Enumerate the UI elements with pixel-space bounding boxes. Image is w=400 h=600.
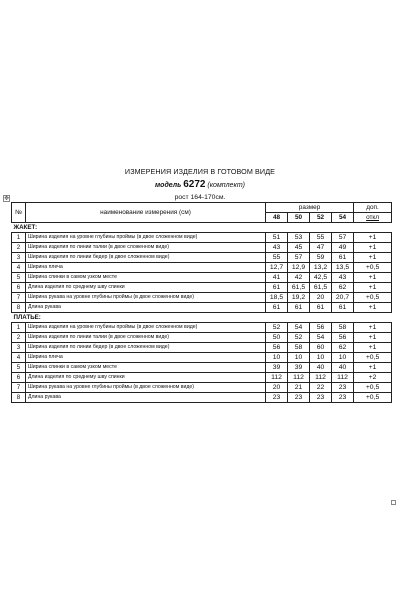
measurement-value-52: 42,5	[310, 273, 332, 283]
measurement-value-52: 22	[310, 383, 332, 393]
table-row	[12, 233, 392, 243]
measurement-name: Длина рукава	[26, 393, 266, 403]
measurement-value-48: 41	[266, 273, 288, 283]
measurement-value-52: 13,2	[310, 263, 332, 273]
size-54: 54	[332, 213, 354, 223]
measurement-value-48: 55	[266, 253, 288, 263]
measurement-value-52: 56	[310, 323, 332, 333]
measurement-name: Ширина плеча	[26, 353, 266, 363]
table-row	[12, 343, 392, 353]
row-number: 7	[12, 293, 26, 303]
tolerance-value: +1	[354, 253, 392, 263]
table-row	[12, 373, 392, 383]
table-row	[12, 303, 392, 313]
measurement-value-54: 23	[332, 393, 354, 403]
measurement-value-48: 61	[266, 303, 288, 313]
measurement-name: Длина изделия по среднему шву спинки	[26, 373, 266, 383]
measurement-value-54: 62	[332, 283, 354, 293]
table-row	[12, 353, 392, 363]
row-number: 5	[12, 363, 26, 373]
measurement-value-50: 54	[288, 323, 310, 333]
measurement-value-50: 21	[288, 383, 310, 393]
measurement-value-52: 20	[310, 293, 332, 303]
measurement-value-48: 18,5	[266, 293, 288, 303]
measurement-value-54: 43	[332, 273, 354, 283]
section-label: ПЛАТЬЕ:	[12, 313, 392, 323]
table-row	[12, 383, 392, 393]
measurement-value-50: 58	[288, 343, 310, 353]
tolerance-value: +1	[354, 283, 392, 293]
measurement-value-54: 49	[332, 243, 354, 253]
section-label: ЖАКЕТ:	[12, 223, 392, 233]
tolerance-value: +0,5	[354, 293, 392, 303]
row-number: 1	[12, 233, 26, 243]
header-size: размер	[266, 203, 354, 213]
row-number: 6	[12, 283, 26, 293]
measurement-value-54: 13,5	[332, 263, 354, 273]
model-kit: (комплект)	[207, 182, 245, 189]
measurement-value-48: 56	[266, 343, 288, 353]
measurement-value-50: 45	[288, 243, 310, 253]
tolerance-value: +1	[354, 333, 392, 343]
measurement-value-48: 112	[266, 373, 288, 383]
measurement-name: Ширина рукава на уровне глубины проймы (в двое сложенном виде)	[26, 293, 266, 303]
model-label: модель	[154, 182, 182, 189]
measurement-value-50: 23	[288, 393, 310, 403]
measurement-value-50: 52	[288, 333, 310, 343]
tolerance-value: +1	[354, 323, 392, 333]
row-number: 3	[12, 253, 26, 263]
tolerance-value: +0,5	[354, 263, 392, 273]
measurement-name: Ширина плеча	[26, 263, 266, 273]
measurement-value-52: 61,5	[310, 283, 332, 293]
measurement-value-50: 53	[288, 233, 310, 243]
measurement-value-48: 12,7	[266, 263, 288, 273]
model-line	[0, 179, 400, 190]
tolerance-value: +0,5	[354, 393, 392, 403]
header-name: наименование измерения (см)	[26, 203, 266, 223]
row-number: 4	[12, 353, 26, 363]
row-number: 7	[12, 383, 26, 393]
tolerance-value: +1	[354, 243, 392, 253]
measurement-value-52: 55	[310, 233, 332, 243]
measurement-value-50: 12,9	[288, 263, 310, 273]
measurement-name: Ширина изделия по линии бедер (в двое сложенном виде)	[26, 343, 266, 353]
measurement-value-52: 10	[310, 353, 332, 363]
table-row	[12, 263, 392, 273]
measurement-value-48: 51	[266, 233, 288, 243]
measurement-value-48: 39	[266, 363, 288, 373]
tolerance-value: +1	[354, 273, 392, 283]
measurement-name: Ширина изделия по линии бедер (в двое сложенном виде)	[26, 253, 266, 263]
resize-handle-icon[interactable]	[391, 500, 396, 505]
tolerance-value: +1	[354, 303, 392, 313]
table-row	[12, 273, 392, 283]
table-row	[12, 333, 392, 343]
section-row	[12, 313, 392, 323]
measurement-value-54: 62	[332, 343, 354, 353]
measurement-name: Ширина изделия на уровне глубины проймы (в двое сложенном виде)	[26, 233, 266, 243]
table-row	[12, 323, 392, 333]
row-number: 4	[12, 263, 26, 273]
measurement-value-48: 52	[266, 323, 288, 333]
measurement-name: Ширина изделия по линии талии (в двое сложенном виде)	[26, 243, 266, 253]
measurement-value-52: 112	[310, 373, 332, 383]
row-number: 8	[12, 303, 26, 313]
header-tolerance-1: доп.	[354, 203, 392, 213]
measurement-value-48: 20	[266, 383, 288, 393]
measurement-value-50: 10	[288, 353, 310, 363]
table-row	[12, 283, 392, 293]
measurement-name: Длина изделия по среднему шву спинки	[26, 283, 266, 293]
measurement-name: Ширина изделия на уровне глубины проймы (в двое сложенном виде)	[26, 323, 266, 333]
tolerance-value: +1	[354, 233, 392, 243]
section-row	[12, 223, 392, 233]
table-row	[12, 363, 392, 373]
measurement-value-48: 50	[266, 333, 288, 343]
tolerance-value: +0,5	[354, 353, 392, 363]
table-row	[12, 393, 392, 403]
measurement-value-52: 59	[310, 253, 332, 263]
measurement-value-54: 112	[332, 373, 354, 383]
measurement-name: Длина рукава	[26, 303, 266, 313]
size-48: 48	[266, 213, 288, 223]
measurement-value-54: 10	[332, 353, 354, 363]
move-handle-icon[interactable]: ✥	[4, 196, 10, 202]
measurements-table	[11, 202, 392, 403]
measurement-value-52: 40	[310, 363, 332, 373]
measurement-value-50: 61	[288, 303, 310, 313]
table-body	[12, 223, 392, 403]
size-52: 52	[310, 213, 332, 223]
row-number: 8	[12, 393, 26, 403]
row-number: 3	[12, 343, 26, 353]
measurement-value-52: 47	[310, 243, 332, 253]
measurement-value-50: 42	[288, 273, 310, 283]
measurement-name: Ширина спинки в самом узком месте	[26, 273, 266, 283]
height-range: рост 164-170см.	[174, 194, 226, 201]
measurement-value-54: 61	[332, 303, 354, 313]
document-title: ИЗМЕРЕНИЯ ИЗДЕЛИЯ В ГОТОВОМ ВИДЕ	[124, 167, 276, 176]
row-number: 2	[12, 333, 26, 343]
tolerance-value: +2	[354, 373, 392, 383]
measurement-value-50: 39	[288, 363, 310, 373]
measurement-value-52: 60	[310, 343, 332, 353]
measurement-name: Ширина спинки в самом узком месте	[26, 363, 266, 373]
measurement-value-50: 19,2	[288, 293, 310, 303]
size-50: 50	[288, 213, 310, 223]
measurement-value-54: 23	[332, 383, 354, 393]
tolerance-value: +1	[354, 343, 392, 353]
measurement-value-52: 54	[310, 333, 332, 343]
measurement-name: Ширина изделия по линии талии (в двое сложенном виде)	[26, 333, 266, 343]
measurement-value-54: 40	[332, 363, 354, 373]
measurement-value-52: 61	[310, 303, 332, 313]
header-number: №	[12, 203, 26, 223]
row-number: 6	[12, 373, 26, 383]
row-number: 5	[12, 273, 26, 283]
measurement-value-54: 57	[332, 233, 354, 243]
table-header-row	[12, 203, 392, 213]
measurement-value-54: 56	[332, 333, 354, 343]
measurement-value-48: 23	[266, 393, 288, 403]
measurement-value-48: 61	[266, 283, 288, 293]
measurement-value-48: 10	[266, 353, 288, 363]
model-number: 6272	[183, 179, 206, 190]
table-row	[12, 243, 392, 253]
measurement-value-50: 61,5	[288, 283, 310, 293]
measurement-value-54: 20,7	[332, 293, 354, 303]
measurement-value-50: 112	[288, 373, 310, 383]
measurement-value-50: 57	[288, 253, 310, 263]
measurement-value-54: 61	[332, 253, 354, 263]
measurement-value-52: 23	[310, 393, 332, 403]
tolerance-value: +1	[354, 363, 392, 373]
row-number: 1	[12, 323, 26, 333]
table-row	[12, 293, 392, 303]
row-number: 2	[12, 243, 26, 253]
header-tolerance-2: откл	[354, 213, 392, 223]
table-row	[12, 253, 392, 263]
tolerance-value: +0,5	[354, 383, 392, 393]
measurement-value-54: 58	[332, 323, 354, 333]
measurement-name: Ширина рукава на уровне глубины проймы (в двое сложенном виде)	[26, 383, 266, 393]
measurement-value-48: 43	[266, 243, 288, 253]
